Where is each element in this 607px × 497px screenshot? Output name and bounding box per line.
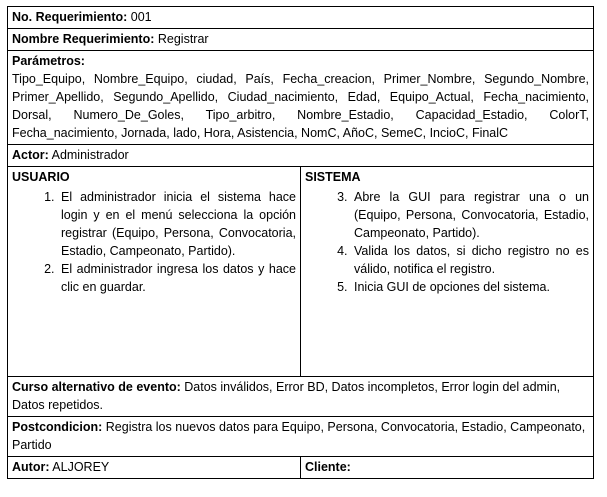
requirement-number-label: No. Requerimiento:: [12, 10, 128, 24]
requirement-number-value: 001: [130, 10, 152, 24]
sistema-step: 4. Valida los datos, si dicho registro no es válido, notifica el registro.: [351, 242, 589, 278]
actor-row: [8, 145, 594, 167]
actor-label: Actor:: [12, 148, 49, 162]
postcondition-label: Postcondicion:: [12, 420, 103, 434]
sistema-header: SISTEMA: [305, 170, 361, 184]
usuario-header: USUARIO: [12, 170, 70, 184]
footer-row: [8, 457, 594, 479]
flow-row: [8, 167, 594, 377]
requirement-number-row: [8, 7, 594, 29]
sistema-step: 3. Abre la GUI para registrar una o un (Equipo, Persona, Convocatoria, Estadio, Campeonato, Partido).: [351, 188, 589, 242]
actor-value: Administrador: [51, 148, 129, 162]
requirement-name-value: Registrar: [157, 32, 209, 46]
sistema-steps: [305, 188, 589, 296]
client-label: Cliente:: [305, 460, 351, 474]
postcondition-value: Registra los nuevos datos para Equipo, Persona, Convocatoria, Estadio, Campeonato, Partido: [12, 420, 586, 452]
alternative-label: Curso alternativo de evento:: [12, 380, 181, 394]
requirement-document: [7, 6, 594, 479]
parameters-row: [8, 51, 594, 145]
usuario-step: 2. El administrador ingresa los datos y hace clic en guardar.: [58, 260, 296, 296]
author-value: ALJOREY: [52, 460, 110, 474]
sistema-column: [301, 167, 594, 377]
parameters-label: Parámetros:: [12, 54, 85, 68]
client-cell: [301, 457, 594, 479]
author-label: Autor:: [12, 460, 50, 474]
usuario-column: [8, 167, 301, 377]
author-cell: [8, 457, 301, 479]
requirement-name-label: Nombre Requerimiento:: [12, 32, 155, 46]
usuario-steps: [12, 188, 296, 296]
sistema-step: 5. Inicia GUI de opciones del sistema.: [351, 278, 589, 296]
requirement-name-row: [8, 29, 594, 51]
usuario-step: 1. El administrador inicia el sistema hace login y en el menú selecciona la opción registrar (Equipo, Persona, Convocatoria, Estadio, Campeonato, Partido).: [58, 188, 296, 260]
requirement-table: [7, 6, 594, 479]
alternative-row: [8, 377, 594, 417]
parameters-text: Tipo_Equipo, Nombre_Equipo, ciudad, País, Fecha_creacion, Primer_Nombre, Segundo_Nombre, Primer_Apellido, Segundo_Apellido, Ciudad_nacimiento, Edad, Equipo_Actual, Fecha_nacimiento, Dorsal, Numero_De_Goles, Tipo_arbitro, Nombre_Estadio, Capacidad_Estadio, ColorT, Fecha_nacimiento, Jornada, lado, Hora, Asistencia, NomC, AñoC, SemeC, IncioC, FinalC: [12, 72, 589, 140]
alternative-value: Datos inválidos, Error BD, Datos incompletos, Error login del admin, Datos repetidos.: [12, 380, 561, 412]
postcondition-row: [8, 417, 594, 457]
